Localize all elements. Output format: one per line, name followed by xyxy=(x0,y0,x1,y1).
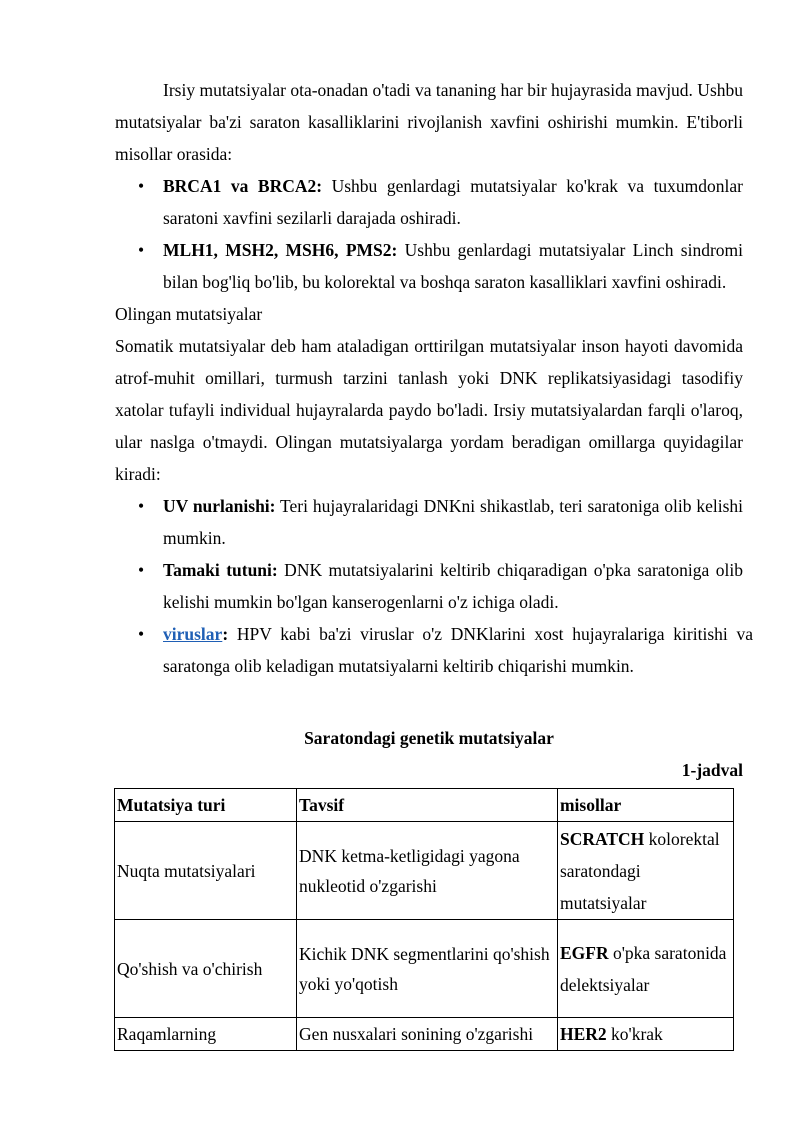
list-item xyxy=(115,554,743,618)
mutation-type-cell: Raqamlarning xyxy=(115,1018,297,1051)
factor-term: Tamaki tutuni: xyxy=(163,560,278,580)
gene-term: MLH1, MSH2, MSH6, PMS2: xyxy=(163,240,398,260)
acquired-paragraph: Somatik mutatsiyalar deb ham ataladigan orttirilgan mutatsiyalar inson hayoti davomida atrof-muhit omillari, turmush tarzini tanlash yoki DNK replikatsiyasidagi tasodifiy xatolar tufayli individual hujayralarda paydo bo'ladi. Irsiy mutatsiyalardan farqli o'laroq, ular naslga o'tmaydi. Olingan mutatsiyalarga yordam beradigan omillarga quyidagilar kiradi: xyxy=(115,336,743,484)
example-text: kolorektal saratondagi mutatsiyalar xyxy=(559,828,720,913)
bullet-icon: • xyxy=(138,624,145,644)
list-item xyxy=(115,234,743,298)
mutations-table xyxy=(114,788,734,1051)
intro-paragraph: Irsiy mutatsiyalar ota-onadan o'tadi va tananing har bir hujayrasida mavjud. Ushbu mutatsiyalar ba'zi saraton kasalliklarini rivojlanish xavfini oshirishi mumkin. E'tiborli misollar orasida: xyxy=(115,80,744,164)
mutation-type-cell: Qo'shish va o'chirish xyxy=(115,920,297,1018)
description-cell: DNK ketma-ketligidagi yagona nukleotid o'zgarishi xyxy=(297,822,558,920)
table-header-row xyxy=(115,789,734,822)
viruses-colon: : xyxy=(222,624,229,644)
factor-term: UV nurlanishi: xyxy=(163,496,276,516)
list-item xyxy=(115,170,743,234)
header-cell: misollar xyxy=(557,789,733,822)
bullet-icon: • xyxy=(138,560,145,580)
list-item xyxy=(115,618,753,682)
example-text: ko'krak xyxy=(606,1024,663,1044)
header-cell: Tavsif xyxy=(297,789,558,822)
viruses-link[interactable]: viruslar xyxy=(163,624,223,644)
header-cell: Mutatsiya turi xyxy=(115,789,297,822)
mutation-type-cell: Nuqta mutatsiyalari xyxy=(115,822,297,920)
example-gene: EGFR xyxy=(559,942,609,963)
acquired-factors-list xyxy=(115,490,753,682)
section-heading: Olingan mutatsiyalar xyxy=(115,304,263,324)
example-text: o'pka saratonida delektsiyalar xyxy=(559,942,727,995)
bullet-icon: • xyxy=(138,240,145,260)
description-cell: Gen nusxalari sonining o'zgarishi xyxy=(297,1018,558,1051)
gene-description: Ushbu genlardagi mutatsiyalar Linch sindromi bilan bog'liq bo'lib, bu kolorektal va boshqa saraton kasalliklari xavfini oshiradi. xyxy=(163,240,743,292)
factor-description: Teri hujayralaridagi DNKni shikastlab, teri saratoniga olib kelishi mumkin. xyxy=(163,496,743,548)
intro-block xyxy=(115,74,753,682)
table-row xyxy=(115,822,734,920)
example-cell xyxy=(557,1018,733,1051)
table-caption: Saratondagi genetik mutatsiyalar xyxy=(304,728,554,748)
list-item xyxy=(115,490,743,554)
factor-description: DNK mutatsiyalarini keltirib chiqaradigan o'pka saratoniga olib kelishi mumkin bo'lgan kanserogenlarni o'z ichiga oladi. xyxy=(163,560,743,612)
bullet-icon: • xyxy=(138,176,145,196)
table-row xyxy=(115,1018,734,1051)
bullet-icon: • xyxy=(138,496,145,516)
example-gene: HER2 xyxy=(559,1024,607,1044)
table-row xyxy=(115,920,734,1018)
inherited-examples-list xyxy=(115,170,743,298)
gene-description: Ushbu genlardagi mutatsiyalar ko'krak va tuxumdonlar saratoni xavfini sezilarli darajada oshiradi. xyxy=(163,176,743,228)
table-number: 1-jadval xyxy=(681,760,743,780)
description-cell: Kichik DNK segmentlarini qo'shish yoki yo'qotish xyxy=(297,920,558,1018)
example-cell xyxy=(557,920,733,1018)
example-gene: SCRATCH xyxy=(559,828,645,849)
example-cell xyxy=(557,822,733,920)
gene-term: BRCA1 va BRCA2: xyxy=(163,176,323,196)
factor-description: HPV kabi ba'zi viruslar o'z DNKlarini xost hujayralariga kiritishi va saratonga olib keladigan mutatsiyalarni keltirib chiqarishi mumkin. xyxy=(163,624,753,676)
